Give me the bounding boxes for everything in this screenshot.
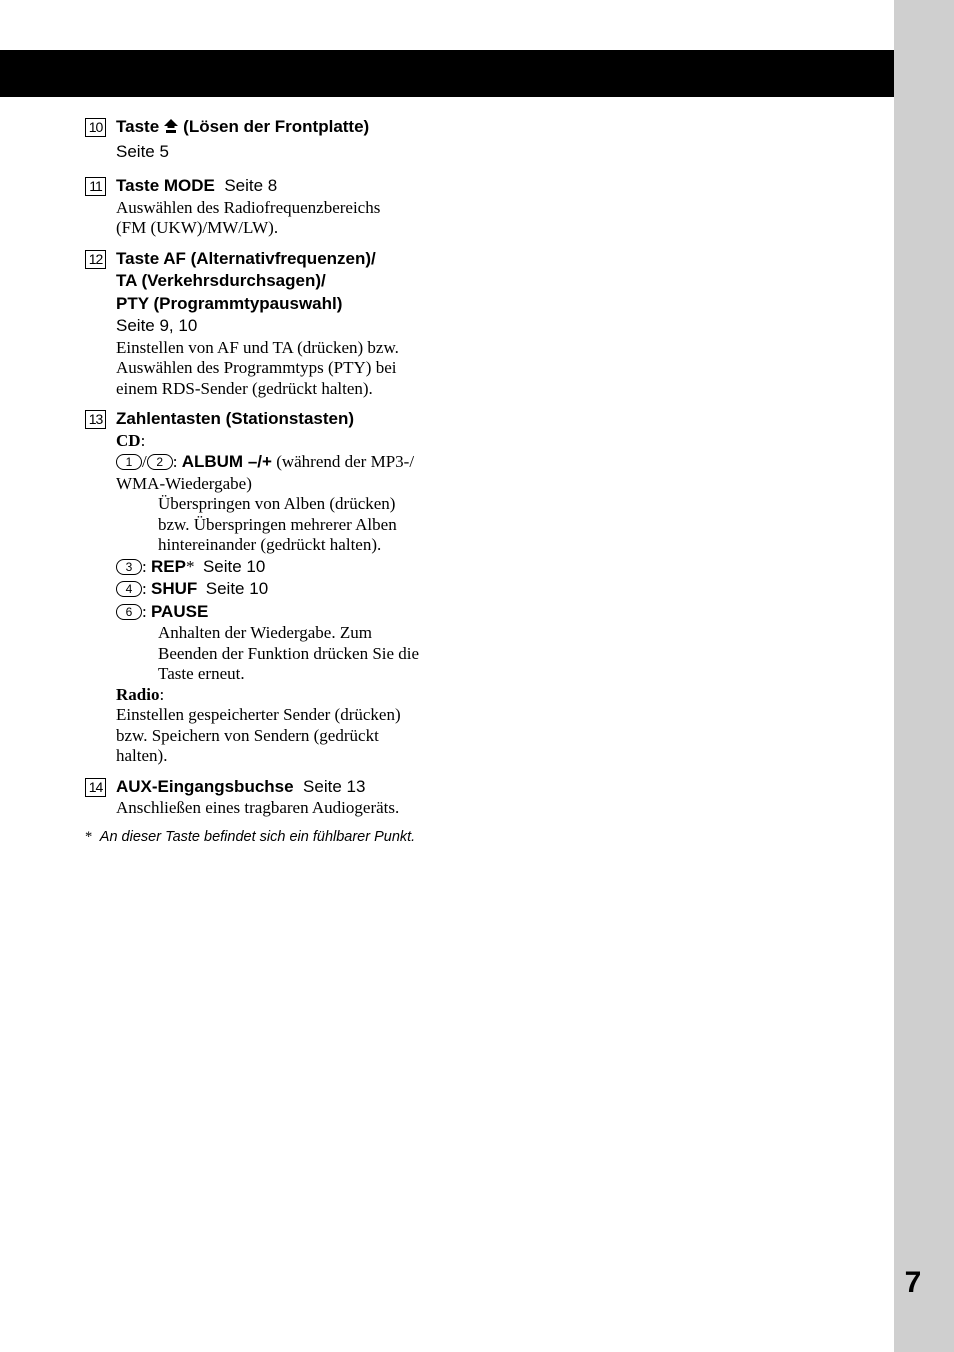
item-title: Zahlentasten (Stationstasten) <box>116 409 355 428</box>
radio-section: Radio: Einstellen gespeicherter Sender (drücken) bzw. Speichern von Sendern (gedrückt halten). <box>116 684 401 765</box>
header-bar <box>0 50 894 97</box>
item-desc: Einstellen von AF und TA (drücken) bzw. Auswählen des Programmtyps (PTY) bei einem RDS-Sender (gedrückt halten). <box>116 337 399 398</box>
preset-button-1: 1 <box>116 454 142 470</box>
preset-button-2: 2 <box>147 454 173 470</box>
item-heading <box>116 175 465 198</box>
item-desc: Anschließen eines tragbaren Audiogeräts. <box>116 798 400 817</box>
preset-button-3: 3 <box>116 559 142 575</box>
footnote: * An dieser Taste befindet sich ein fühlbarer Punkt. <box>85 828 416 845</box>
item-desc: Auswählen des Radiofrequenzbereichs (FM (UKW)/MW/LW). <box>116 197 381 237</box>
item-11 <box>85 175 465 239</box>
rep-line: 3 : REP* Seite 10 <box>116 556 465 579</box>
preset-button-6: 6 <box>116 604 142 620</box>
item-ref: Seite 8 <box>224 176 278 195</box>
item-14 <box>85 776 465 819</box>
release-eject-icon <box>163 118 179 141</box>
item-title: Taste MODE <box>116 176 215 195</box>
item-number: 11 <box>85 177 106 196</box>
item-title: AUX-Eingangsbuchse <box>116 776 294 796</box>
cd-section: CD: 1 / 2 : ALBUM –/+ (während der MP3-/ WMA-Wiedergabe) Überspringen von Alben (drücken) bzw. Überspringen mehrerer Alben hintereinander (gedrückt halten). 3 : REP* Seite 10 4 : SHUF Seite 10 6 : PAUSE Anhalten der Wiedergabe. Zum Beenden der Funktion drücken Sie die Taste erneut. <box>116 431 465 685</box>
item-title: Taste (Lösen der Frontplatte) <box>116 116 465 141</box>
item-10 <box>85 116 465 163</box>
item-number: 13 <box>85 410 106 429</box>
shuf-line: 4 : SHUF Seite 10 <box>116 578 465 601</box>
rep-label: REP <box>150 556 186 576</box>
pause-desc: Anhalten der Wiedergabe. Zum Beenden der Funktion drücken Sie die Taste erneut. <box>158 623 420 683</box>
item-number: 14 <box>85 778 106 797</box>
page-number: 7 <box>904 1266 922 1299</box>
item-ref: Seite 9, 10 <box>116 316 198 335</box>
item-ref: Seite 13 <box>303 776 366 796</box>
item-number: 12 <box>85 250 106 269</box>
radio-label: Radio <box>116 684 160 704</box>
album-desc: Überspringen von Alben (drücken) bzw. Überspringen mehrerer Alben hintereinander (gedrückt halten). <box>158 494 397 554</box>
page-margin-tab <box>894 0 954 1352</box>
item-heading <box>116 776 465 799</box>
preset-button-4: 4 <box>116 581 142 597</box>
album-label: ALBUM –/+ <box>181 452 272 471</box>
shuf-label: SHUF <box>150 579 198 598</box>
item-12 <box>85 248 465 400</box>
pause-line: 6 : PAUSE <box>116 601 465 624</box>
content-column <box>85 116 465 846</box>
item-number: 10 <box>85 118 106 137</box>
item-13 <box>85 408 465 767</box>
pause-label: PAUSE <box>150 601 209 621</box>
album-line: 1 / 2 : ALBUM –/+ (während der MP3-/ <box>116 451 465 474</box>
cd-label: CD <box>116 430 141 450</box>
item-ref: Seite 5 <box>116 141 169 161</box>
item-title: Taste AF (Alternativfrequenzen)/ TA (Verkehrsdurchsagen)/ PTY (Programmtypauswahl) <box>116 248 376 313</box>
